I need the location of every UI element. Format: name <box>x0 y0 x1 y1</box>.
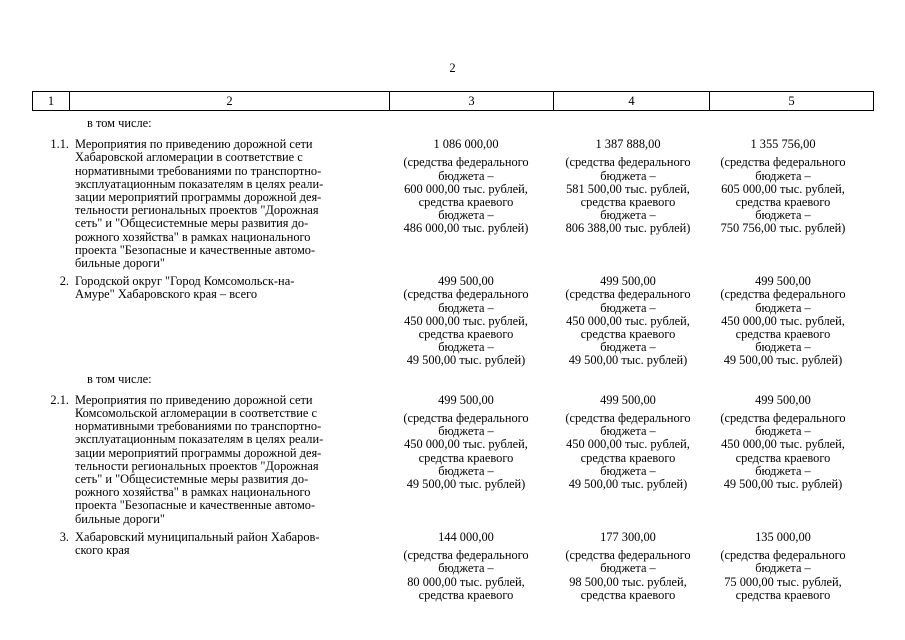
total-amount: 499 500,00 <box>755 392 811 407</box>
description-line: эксплуатационным показателям в целях реали- <box>75 432 324 447</box>
funding-cell <box>554 275 702 367</box>
description-line: рожного хозяйства" в рамках национального <box>75 229 311 244</box>
table-row <box>32 275 873 367</box>
column-number: 1 <box>33 92 70 111</box>
description-line: сеть" и "Общесистемные меры развития до- <box>75 216 309 231</box>
funding-detail: 486 000,00 тыс. рублей) <box>403 221 529 236</box>
description-line: сеть" и "Общесистемные меры развития до- <box>75 472 309 487</box>
description-line: рожного хозяйства" в рамках национального <box>75 485 311 500</box>
column-number: 2 <box>70 92 390 111</box>
total-amount: 499 500,00 <box>438 392 494 407</box>
table-row <box>32 138 873 270</box>
funding-detail: бюджета – <box>755 424 811 439</box>
total-amount: 135 000,00 <box>755 529 811 544</box>
description-line: нормативными требованиями по транспортно- <box>75 163 322 178</box>
funding-detail: бюджета – <box>438 300 494 315</box>
funding-detail: 49 500,00 тыс. рублей) <box>568 477 688 492</box>
funding-detail: (средства федерального <box>565 155 691 170</box>
funding-cell <box>702 394 864 526</box>
column-header-table <box>32 91 874 111</box>
description-line: зации мероприятий программы дорожной дея- <box>75 445 322 460</box>
funding-detail: (средства федерального <box>720 155 846 170</box>
funding-detail: (средства федерального <box>565 411 691 426</box>
funding-detail: 80 000,00 тыс. рублей, <box>407 574 525 589</box>
funding-detail: (средства федерального <box>565 287 691 302</box>
funding-detail: бюджета – <box>755 561 811 576</box>
column-number-row <box>33 92 874 111</box>
funding-cell <box>702 531 864 602</box>
funding-detail: средства краевого <box>580 195 676 210</box>
funding-detail: бюджета – <box>438 424 494 439</box>
funding-detail: средства краевого <box>735 587 831 602</box>
funding-detail: (средства федерального <box>720 548 846 563</box>
total-amount: 499 500,00 <box>600 392 656 407</box>
row-description <box>69 394 382 526</box>
total-amount: 1 086 000,00 <box>433 137 499 152</box>
total-amount: 1 387 888,00 <box>595 137 661 152</box>
funding-detail: (средства федерального <box>565 548 691 563</box>
funding-detail: 806 388,00 тыс. рублей) <box>565 221 691 236</box>
funding-detail: (средства федерального <box>720 287 846 302</box>
description-line: Мероприятия по приведению дорожной сети <box>75 137 313 152</box>
funding-detail: бюджета – <box>600 561 656 576</box>
funding-detail: бюджета – <box>438 463 494 478</box>
funding-cell <box>378 138 554 270</box>
funding-cell <box>554 138 702 270</box>
funding-detail: 450 000,00 тыс. рублей, <box>566 437 690 452</box>
funding-detail: бюджета – <box>600 424 656 439</box>
funding-detail: средства краевого <box>418 195 514 210</box>
description-line: эксплуатационным показателям в целях реали- <box>75 176 324 191</box>
description-line: проекта "Безопасные и качественные автомо- <box>75 498 316 513</box>
description-line: Хабаровской агломерации в соответствие с <box>75 150 303 165</box>
page-number: 2 <box>449 61 456 75</box>
description-line: Амуре" Хабаровского края – всего <box>75 287 258 302</box>
funding-detail: 49 500,00 тыс. рублей) <box>568 353 688 368</box>
description-line: зации мероприятий программы дорожной дея- <box>75 190 322 205</box>
funding-detail: 49 500,00 тыс. рублей) <box>723 477 843 492</box>
description-line: проекта "Безопасные и качественные автомо- <box>75 242 316 257</box>
description-line: Городской округ "Город Комсомольск-на- <box>75 274 295 289</box>
funding-cell <box>702 138 864 270</box>
funding-cell <box>554 394 702 526</box>
row-description <box>69 531 382 602</box>
funding-detail: 49 500,00 тыс. рублей) <box>406 353 526 368</box>
row-number: 2.1. <box>50 392 69 407</box>
funding-detail: бюджета – <box>600 340 656 355</box>
funding-detail: бюджета – <box>600 300 656 315</box>
funding-detail: средства краевого <box>418 450 514 465</box>
total-amount: 144 000,00 <box>438 529 494 544</box>
total-amount: 1 355 756,00 <box>750 137 816 152</box>
funding-detail: средства краевого <box>580 450 676 465</box>
funding-detail: средства краевого <box>580 587 676 602</box>
row-description <box>69 138 382 270</box>
table-row <box>32 531 873 602</box>
description-line: Комсомольской агломерации в соответствие с <box>75 406 317 421</box>
description-line: Хабаровский муниципальный район Хабаров- <box>75 529 320 544</box>
funding-detail: бюджета – <box>600 208 656 223</box>
column-number: 4 <box>554 92 710 111</box>
funding-detail: 49 500,00 тыс. рублей) <box>406 477 526 492</box>
funding-detail: бюджета – <box>755 168 811 183</box>
row-number: 3. <box>59 529 69 544</box>
total-amount: 499 500,00 <box>438 274 494 289</box>
description-line: бильные дороги" <box>75 256 165 271</box>
table-row <box>32 394 873 526</box>
including-label: в том числе: <box>87 371 152 386</box>
funding-detail: 600 000,00 тыс. рублей, <box>404 181 528 196</box>
funding-detail: 750 756,00 тыс. рублей) <box>720 221 846 236</box>
funding-detail: (средства федерального <box>403 287 529 302</box>
total-amount: 499 500,00 <box>755 274 811 289</box>
funding-detail: бюджета – <box>755 208 811 223</box>
funding-detail: (средства федерального <box>720 411 846 426</box>
funding-detail: 450 000,00 тыс. рублей, <box>721 437 845 452</box>
column-number: 3 <box>390 92 554 111</box>
table-body <box>32 117 873 607</box>
funding-detail: бюджета – <box>600 463 656 478</box>
funding-detail: 581 500,00 тыс. рублей, <box>566 181 690 196</box>
funding-cell <box>702 275 864 367</box>
funding-detail: средства краевого <box>735 195 831 210</box>
total-amount: 177 300,00 <box>600 529 656 544</box>
funding-detail: бюджета – <box>438 208 494 223</box>
funding-cell <box>554 531 702 602</box>
description-line: ского края <box>75 543 130 558</box>
funding-detail: бюджета – <box>438 168 494 183</box>
description-line: бильные дороги" <box>75 511 165 526</box>
funding-detail: 450 000,00 тыс. рублей, <box>404 437 528 452</box>
funding-detail: 49 500,00 тыс. рублей) <box>723 353 843 368</box>
description-line: нормативными требованиями по транспортно- <box>75 419 322 434</box>
description-line: Мероприятия по приведению дорожной сети <box>75 392 313 407</box>
funding-detail: 450 000,00 тыс. рублей, <box>721 313 845 328</box>
funding-cell <box>378 275 554 367</box>
funding-detail: (средства федерального <box>403 155 529 170</box>
funding-detail: 605 000,00 тыс. рублей, <box>721 181 845 196</box>
description-line: тельности региональных проектов "Дорожная <box>75 203 319 218</box>
row-number: 1.1. <box>50 137 69 152</box>
funding-detail: бюджета – <box>755 300 811 315</box>
funding-detail: бюджета – <box>600 168 656 183</box>
funding-detail: бюджета – <box>755 463 811 478</box>
funding-detail: средства краевого <box>418 327 514 342</box>
funding-detail: 75 000,00 тыс. рублей, <box>724 574 842 589</box>
row-number: 2. <box>59 274 69 289</box>
funding-detail: бюджета – <box>755 340 811 355</box>
column-number: 5 <box>710 92 874 111</box>
funding-detail: 98 500,00 тыс. рублей, <box>569 574 687 589</box>
total-amount: 499 500,00 <box>600 274 656 289</box>
funding-cell <box>378 531 554 602</box>
funding-detail: 450 000,00 тыс. рублей, <box>404 313 528 328</box>
description-line: тельности региональных проектов "Дорожная <box>75 458 319 473</box>
funding-detail: бюджета – <box>438 561 494 576</box>
row-description <box>69 275 382 367</box>
funding-detail: (средства федерального <box>403 411 529 426</box>
funding-cell <box>378 394 554 526</box>
funding-detail: бюджета – <box>438 340 494 355</box>
funding-detail: (средства федерального <box>403 548 529 563</box>
funding-detail: средства краевого <box>735 450 831 465</box>
funding-detail: средства краевого <box>735 327 831 342</box>
funding-detail: средства краевого <box>418 587 514 602</box>
including-label: в том числе: <box>87 116 152 130</box>
funding-detail: 450 000,00 тыс. рублей, <box>566 313 690 328</box>
funding-detail: средства краевого <box>580 327 676 342</box>
